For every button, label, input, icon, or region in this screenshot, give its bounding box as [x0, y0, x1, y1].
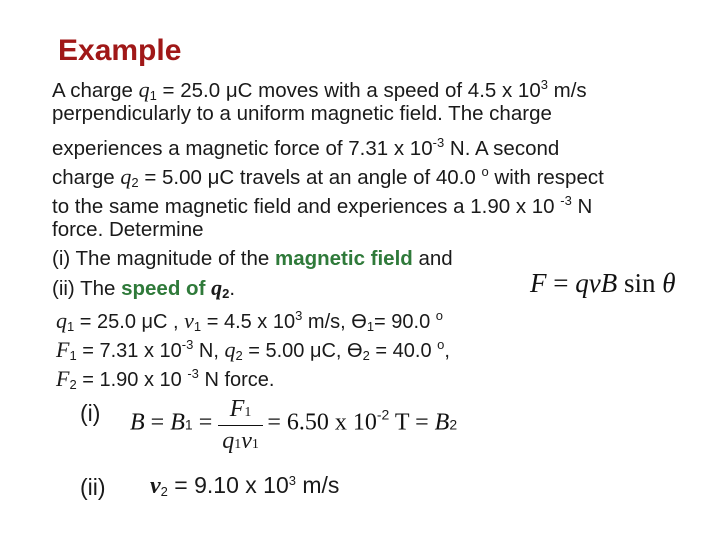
- problem-line-3: experiences a magnetic force of 7.31 x $10^{-3}$ N. A second: [52, 135, 560, 160]
- force-over-qv-fraction: $\frac{F1}{q1v1}$: [218, 396, 263, 455]
- problem-line-4: charge $q_2 = 5.00$ μC travels at an angle of 40.0 $^o$ with respect: [52, 164, 604, 190]
- slide-title: Example: [58, 34, 182, 67]
- givens-line-1: $q_1 = 25.0$ μC , $v_1 = 4.5$ x $10^3$ m/s, $ϴ_1= 90.0$ $^o$: [56, 308, 443, 334]
- problem-line-5: to the same magnetic field and experiences a 1.90 x 10 $^{-3}$ N: [52, 193, 593, 218]
- part-ii-result: $v_2 = 9.10$ x $10^3$ m/s: [150, 472, 340, 499]
- part-i-equation: B = B1 = $\frac{F1}{q1v1}$ = 6.50 x 10-2 T = B2: [130, 396, 458, 454]
- question-i: (i) The magnitude of the magnetic field and: [52, 247, 453, 270]
- problem-line-2: perpendicularly to a uniform magnetic field. The charge: [52, 102, 552, 125]
- part-ii-label: (ii): [80, 474, 106, 500]
- givens-line-2: $F_1 = 7.31$ x $10^{-3}$ N, $q_2 = 5.00$ μC, $ϴ_2 = 40.0$ $^o$,: [56, 337, 450, 363]
- part-i-label: (i): [80, 400, 101, 426]
- problem-line-6: force. Determine: [52, 218, 204, 241]
- question-ii: (ii) The speed of $q_2$.: [52, 275, 236, 301]
- lorentz-formula: F = qvB sin θ: [530, 268, 676, 298]
- problem-line-1: A charge $q_1 = 25.0$ μC moves with a speed of 4.5 x $10^3$ m/s: [52, 77, 587, 103]
- givens-line-3: $F_2 = 1.90$ x 10 $^{-3}$ N force.: [56, 366, 275, 392]
